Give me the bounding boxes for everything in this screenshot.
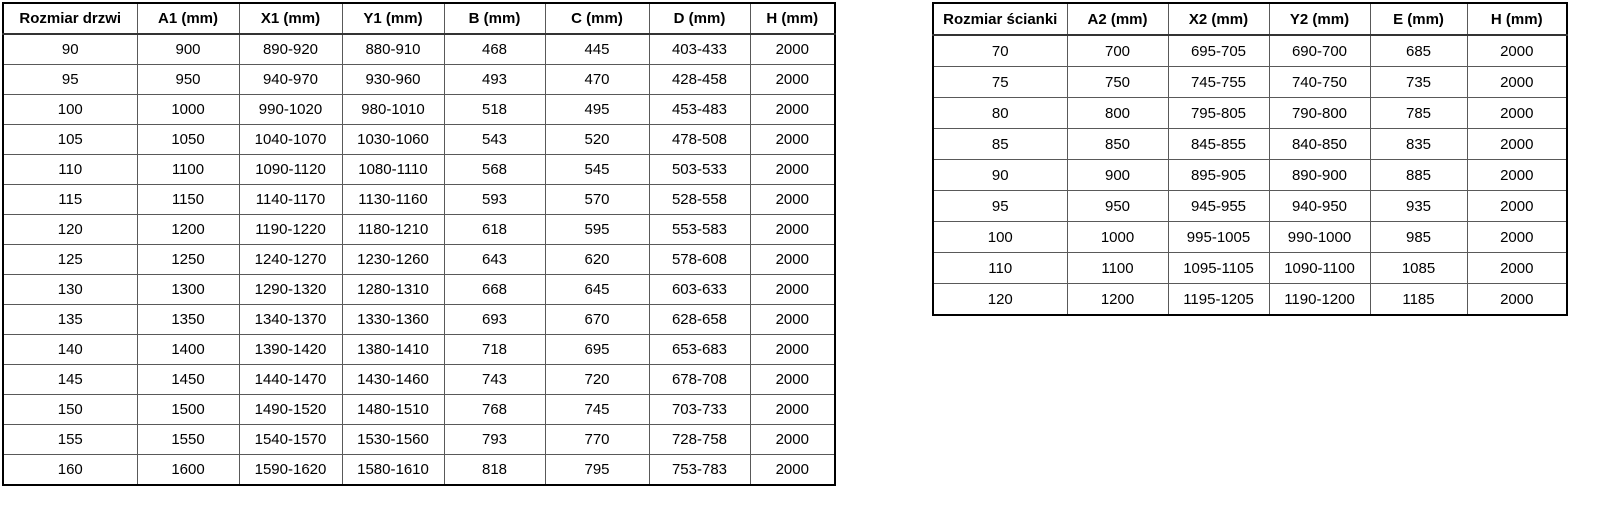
- table-cell: 720: [545, 365, 649, 395]
- table-cell: 2000: [1467, 67, 1567, 98]
- table-cell: 935: [1370, 191, 1467, 222]
- table-cell: 593: [444, 185, 545, 215]
- column-header: X1 (mm): [239, 3, 342, 34]
- table-cell: 618: [444, 215, 545, 245]
- table-cell: 85: [933, 129, 1067, 160]
- table-cell: 940-970: [239, 65, 342, 95]
- table-cell: 1350: [137, 305, 239, 335]
- table-cell: 2000: [1467, 191, 1567, 222]
- table-cell: 493: [444, 65, 545, 95]
- table-cell: 980-1010: [342, 95, 444, 125]
- table-row: [3, 125, 835, 155]
- column-header: Rozmiar ścianki: [933, 3, 1067, 35]
- table-cell: 1030-1060: [342, 125, 444, 155]
- table-row: [3, 425, 835, 455]
- table-row: [933, 191, 1567, 222]
- table-cell: 543: [444, 125, 545, 155]
- table-cell: 1100: [137, 155, 239, 185]
- table-cell: 945-955: [1168, 191, 1269, 222]
- table-row: [3, 215, 835, 245]
- column-header: B (mm): [444, 3, 545, 34]
- table-cell: 1250: [137, 245, 239, 275]
- column-header: A1 (mm): [137, 3, 239, 34]
- table-cell: 1040-1070: [239, 125, 342, 155]
- table-row: [3, 455, 835, 486]
- table-cell: 1085: [1370, 253, 1467, 284]
- table-cell: 2000: [750, 185, 835, 215]
- table-cell: 2000: [750, 65, 835, 95]
- table-cell: 2000: [750, 395, 835, 425]
- table-row: [933, 222, 1567, 253]
- table-cell: 800: [1067, 98, 1168, 129]
- table-cell: 1440-1470: [239, 365, 342, 395]
- table-cell: 528-558: [649, 185, 750, 215]
- table-cell: 135: [3, 305, 137, 335]
- table-cell: 120: [933, 284, 1067, 316]
- table-cell: 900: [1067, 160, 1168, 191]
- table-cell: 2000: [750, 275, 835, 305]
- table-cell: 1000: [1067, 222, 1168, 253]
- table-cell: 1400: [137, 335, 239, 365]
- table-cell: 470: [545, 65, 649, 95]
- walls-table-header: [933, 3, 1567, 35]
- table-cell: 568: [444, 155, 545, 185]
- doors-table-header: [3, 3, 835, 34]
- table-cell: 2000: [1467, 253, 1567, 284]
- column-header: D (mm): [649, 3, 750, 34]
- table-cell: 2000: [750, 245, 835, 275]
- table-cell: 880-910: [342, 34, 444, 65]
- table-cell: 2000: [750, 365, 835, 395]
- table-cell: 2000: [750, 455, 835, 486]
- column-header: H (mm): [750, 3, 835, 34]
- column-header: H (mm): [1467, 3, 1567, 35]
- table-cell: 1200: [137, 215, 239, 245]
- column-header: Y2 (mm): [1269, 3, 1370, 35]
- table-cell: 110: [933, 253, 1067, 284]
- table-cell: 695: [545, 335, 649, 365]
- table-cell: 1140-1170: [239, 185, 342, 215]
- table-cell: 1180-1210: [342, 215, 444, 245]
- column-header: Y1 (mm): [342, 3, 444, 34]
- table-cell: 818: [444, 455, 545, 486]
- table-cell: 785: [1370, 98, 1467, 129]
- table-row: [3, 305, 835, 335]
- table-cell: 2000: [750, 34, 835, 65]
- table-cell: 1100: [1067, 253, 1168, 284]
- table-cell: 740-750: [1269, 67, 1370, 98]
- table-cell: 700: [1067, 35, 1168, 67]
- table-cell: 770: [545, 425, 649, 455]
- table-row: [3, 365, 835, 395]
- table-cell: 745: [545, 395, 649, 425]
- table-cell: 495: [545, 95, 649, 125]
- table-cell: 703-733: [649, 395, 750, 425]
- table-cell: 685: [1370, 35, 1467, 67]
- table-cell: 1290-1320: [239, 275, 342, 305]
- table-cell: 2000: [1467, 222, 1567, 253]
- table-cell: 1490-1520: [239, 395, 342, 425]
- table-cell: 95: [3, 65, 137, 95]
- table-cell: 1380-1410: [342, 335, 444, 365]
- table-cell: 2000: [750, 95, 835, 125]
- table-row: [933, 129, 1567, 160]
- table-cell: 753-783: [649, 455, 750, 486]
- table-cell: 115: [3, 185, 137, 215]
- table-cell: 105: [3, 125, 137, 155]
- table-cell: 1540-1570: [239, 425, 342, 455]
- table-cell: 518: [444, 95, 545, 125]
- table-cell: 745-755: [1168, 67, 1269, 98]
- table-cell: 90: [933, 160, 1067, 191]
- table-cell: 1080-1110: [342, 155, 444, 185]
- table-cell: 95: [933, 191, 1067, 222]
- table-cell: 453-483: [649, 95, 750, 125]
- table-row: [3, 335, 835, 365]
- table-cell: 693: [444, 305, 545, 335]
- table-cell: 100: [933, 222, 1067, 253]
- table-cell: 150: [3, 395, 137, 425]
- table-cell: 620: [545, 245, 649, 275]
- table-cell: 643: [444, 245, 545, 275]
- table-cell: 900: [137, 34, 239, 65]
- table-cell: 890-920: [239, 34, 342, 65]
- table-cell: 403-433: [649, 34, 750, 65]
- table-cell: 1300: [137, 275, 239, 305]
- table-cell: 155: [3, 425, 137, 455]
- doors-table-body: [3, 34, 835, 485]
- table-cell: 795-805: [1168, 98, 1269, 129]
- table-cell: 1450: [137, 365, 239, 395]
- table-cell: 603-633: [649, 275, 750, 305]
- table-cell: 545: [545, 155, 649, 185]
- table-cell: 1190-1220: [239, 215, 342, 245]
- table-cell: 1090-1100: [1269, 253, 1370, 284]
- table-cell: 950: [1067, 191, 1168, 222]
- table-cell: 110: [3, 155, 137, 185]
- table-cell: 1090-1120: [239, 155, 342, 185]
- table-cell: 728-758: [649, 425, 750, 455]
- table-cell: 1580-1610: [342, 455, 444, 486]
- table-cell: 2000: [750, 155, 835, 185]
- table-row: [3, 34, 835, 65]
- table-cell: 2000: [750, 215, 835, 245]
- header-row: [3, 3, 835, 34]
- table-cell: 645: [545, 275, 649, 305]
- table-cell: 950: [137, 65, 239, 95]
- table-cell: 2000: [750, 335, 835, 365]
- table-cell: 985: [1370, 222, 1467, 253]
- table-cell: 70: [933, 35, 1067, 67]
- table-cell: 125: [3, 245, 137, 275]
- table-row: [933, 35, 1567, 67]
- table-row: [3, 185, 835, 215]
- table-cell: 90: [3, 34, 137, 65]
- table-cell: 628-658: [649, 305, 750, 335]
- table-cell: 140: [3, 335, 137, 365]
- table-cell: 743: [444, 365, 545, 395]
- table-cell: 795: [545, 455, 649, 486]
- table-row: [3, 65, 835, 95]
- doors-spec-table: [2, 2, 836, 486]
- column-header: A2 (mm): [1067, 3, 1168, 35]
- table-cell: 1390-1420: [239, 335, 342, 365]
- table-cell: 1150: [137, 185, 239, 215]
- table-cell: 735: [1370, 67, 1467, 98]
- table-row: [933, 160, 1567, 191]
- table-cell: 2000: [1467, 35, 1567, 67]
- table-row: [3, 395, 835, 425]
- table-cell: 1200: [1067, 284, 1168, 316]
- table-cell: 2000: [1467, 160, 1567, 191]
- table-cell: 445: [545, 34, 649, 65]
- table-row: [3, 245, 835, 275]
- column-header: X2 (mm): [1168, 3, 1269, 35]
- table-cell: 1430-1460: [342, 365, 444, 395]
- table-cell: 1000: [137, 95, 239, 125]
- table-cell: 653-683: [649, 335, 750, 365]
- table-row: [933, 67, 1567, 98]
- table-cell: 428-458: [649, 65, 750, 95]
- table-cell: 75: [933, 67, 1067, 98]
- table-cell: 1550: [137, 425, 239, 455]
- table-cell: 1050: [137, 125, 239, 155]
- table-cell: 850: [1067, 129, 1168, 160]
- table-cell: 468: [444, 34, 545, 65]
- table-row: [933, 98, 1567, 129]
- table-cell: 503-533: [649, 155, 750, 185]
- table-row: [933, 284, 1567, 316]
- table-cell: 890-900: [1269, 160, 1370, 191]
- table-row: [3, 155, 835, 185]
- table-cell: 145: [3, 365, 137, 395]
- table-cell: 1500: [137, 395, 239, 425]
- table-cell: 1190-1200: [1269, 284, 1370, 316]
- table-cell: 670: [545, 305, 649, 335]
- table-cell: 2000: [750, 125, 835, 155]
- table-cell: 2000: [1467, 284, 1567, 316]
- table-cell: 2000: [1467, 98, 1567, 129]
- table-cell: 1195-1205: [1168, 284, 1269, 316]
- table-cell: 718: [444, 335, 545, 365]
- table-cell: 595: [545, 215, 649, 245]
- table-row: [3, 95, 835, 125]
- table-cell: 100: [3, 95, 137, 125]
- table-cell: 940-950: [1269, 191, 1370, 222]
- table-cell: 130: [3, 275, 137, 305]
- table-cell: 1480-1510: [342, 395, 444, 425]
- table-cell: 2000: [1467, 129, 1567, 160]
- table-cell: 995-1005: [1168, 222, 1269, 253]
- column-header: Rozmiar drzwi: [3, 3, 137, 34]
- table-cell: 990-1000: [1269, 222, 1370, 253]
- table-cell: 885: [1370, 160, 1467, 191]
- table-cell: 1530-1560: [342, 425, 444, 455]
- table-cell: 1130-1160: [342, 185, 444, 215]
- table-cell: 1600: [137, 455, 239, 486]
- table-cell: 793: [444, 425, 545, 455]
- table-cell: 1340-1370: [239, 305, 342, 335]
- table-row: [933, 253, 1567, 284]
- table-row: [3, 275, 835, 305]
- table-cell: 1590-1620: [239, 455, 342, 486]
- table-cell: 578-608: [649, 245, 750, 275]
- table-cell: 1095-1105: [1168, 253, 1269, 284]
- column-header: C (mm): [545, 3, 649, 34]
- table-cell: 895-905: [1168, 160, 1269, 191]
- table-cell: 845-855: [1168, 129, 1269, 160]
- table-cell: 478-508: [649, 125, 750, 155]
- table-cell: 570: [545, 185, 649, 215]
- table-cell: 1280-1310: [342, 275, 444, 305]
- table-cell: 930-960: [342, 65, 444, 95]
- table-cell: 120: [3, 215, 137, 245]
- table-cell: 835: [1370, 129, 1467, 160]
- table-cell: 750: [1067, 67, 1168, 98]
- table-cell: 1240-1270: [239, 245, 342, 275]
- table-cell: 678-708: [649, 365, 750, 395]
- table-cell: 1330-1360: [342, 305, 444, 335]
- table-cell: 520: [545, 125, 649, 155]
- table-cell: 990-1020: [239, 95, 342, 125]
- table-cell: 768: [444, 395, 545, 425]
- table-cell: 1185: [1370, 284, 1467, 316]
- table-cell: 160: [3, 455, 137, 486]
- table-cell: 80: [933, 98, 1067, 129]
- table-cell: 695-705: [1168, 35, 1269, 67]
- table-cell: 553-583: [649, 215, 750, 245]
- table-cell: 2000: [750, 425, 835, 455]
- table-cell: 1230-1260: [342, 245, 444, 275]
- table-cell: 690-700: [1269, 35, 1370, 67]
- walls-spec-table: [932, 2, 1568, 316]
- walls-table-body: [933, 35, 1567, 315]
- table-cell: 840-850: [1269, 129, 1370, 160]
- column-header: E (mm): [1370, 3, 1467, 35]
- table-cell: 2000: [750, 305, 835, 335]
- header-row: [933, 3, 1567, 35]
- table-cell: 668: [444, 275, 545, 305]
- table-cell: 790-800: [1269, 98, 1370, 129]
